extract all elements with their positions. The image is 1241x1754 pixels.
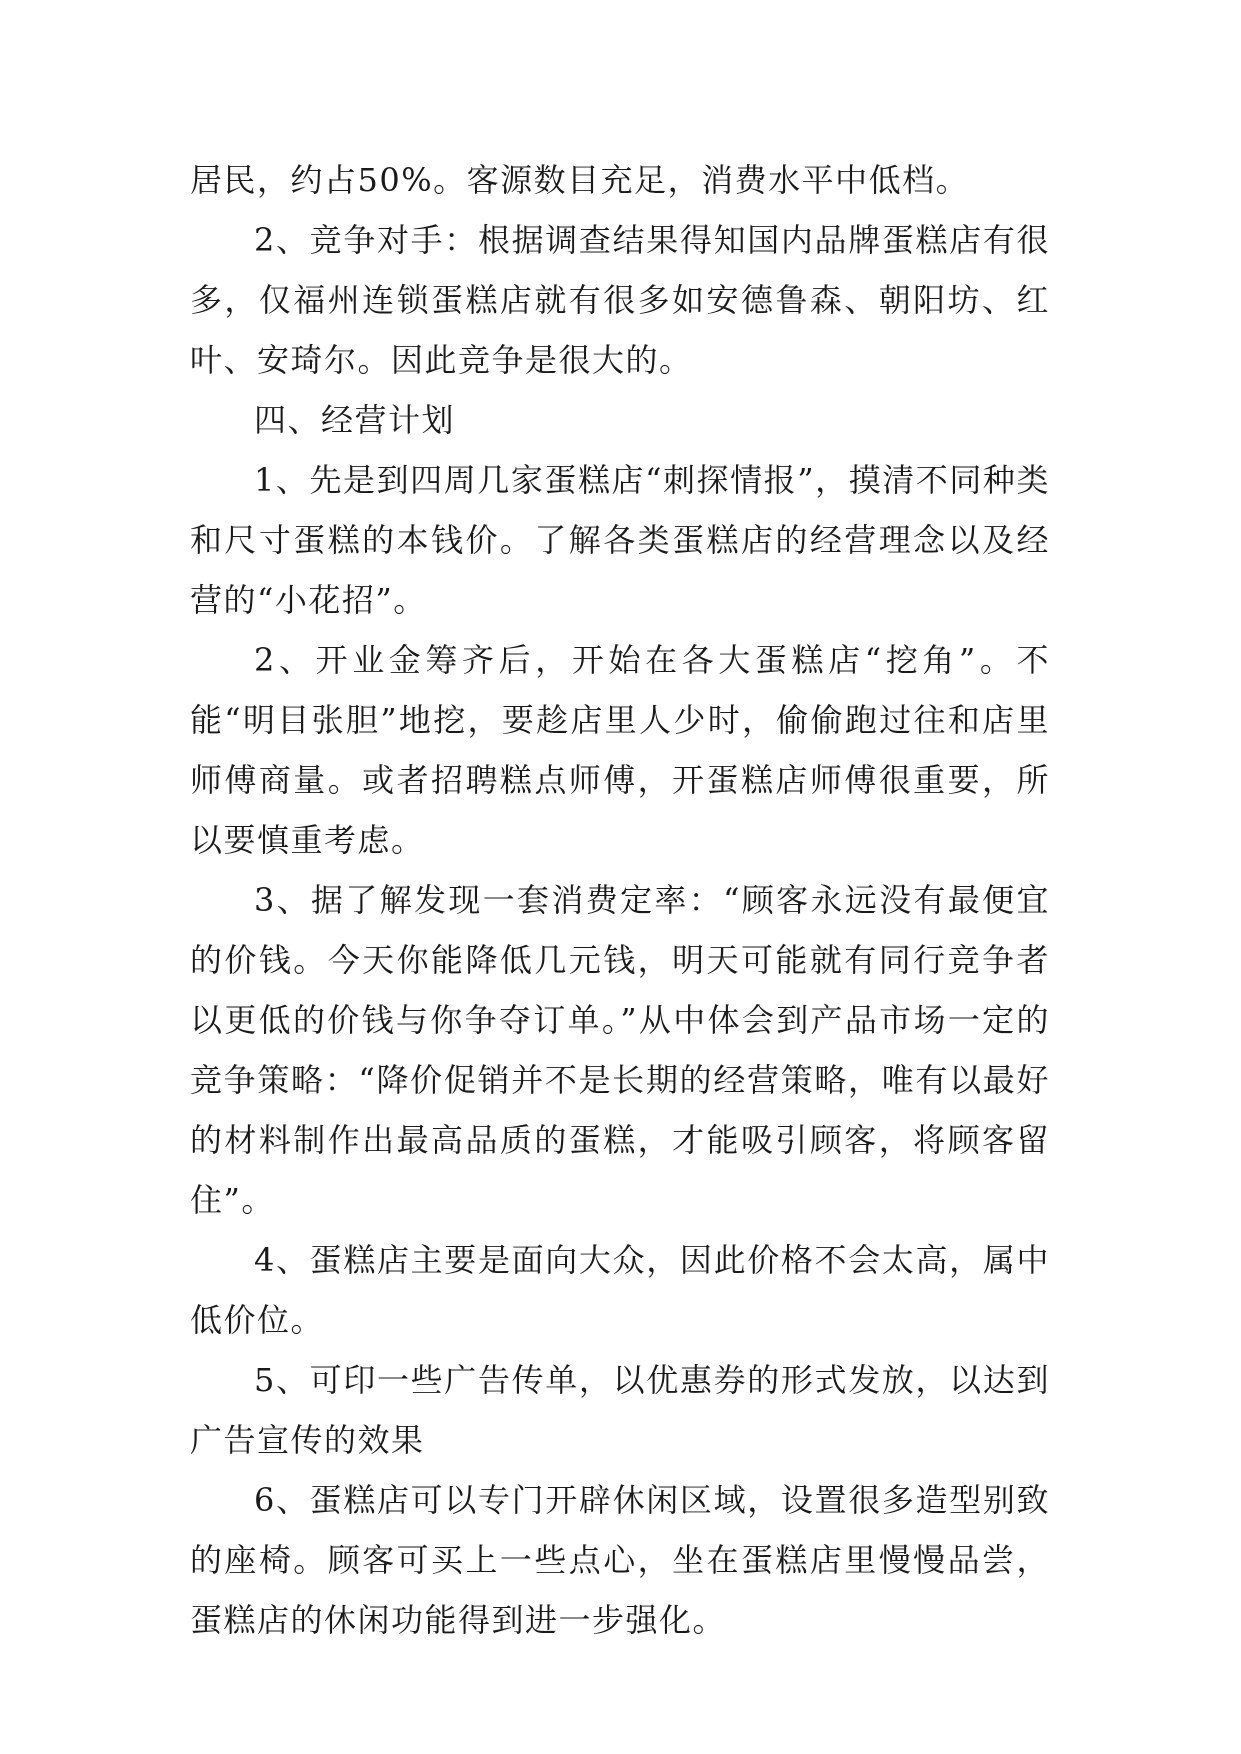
- section-heading-business-plan: 四、经营计划: [254, 401, 456, 439]
- paragraph-customer-base: 居民，约占50%。客源数目充足，消费水平中低档。: [190, 161, 970, 199]
- paragraph-plan-2: 2、开业金筹齐后，开始在各大蛋糕店“挖角”。不能“明目张胆”地挖，要趁店里人少时，偷偷跑过往和店里师傅商量。或者招聘糕点师傅，开蛋糕店师傅很重要，所以要慎重考虑。: [190, 641, 1050, 859]
- paragraph-plan-5: 5、可印一些广告传单，以优惠券的形式发放，以达到广告宣传的效果: [190, 1361, 1050, 1459]
- paragraph-plan-1: 1、先是到四周几家蛋糕店“刺探情报”，摸清不同种类和尺寸蛋糕的本钱价。了解各类蛋糕店的经营理念以及经营的“小花招”。: [190, 461, 1050, 619]
- paragraph-plan-4: 4、蛋糕店主要是面向大众，因此价格不会太高，属中低价位。: [190, 1241, 1050, 1339]
- paragraph-plan-3: 3、据了解发现一套消费定率：“顾客永远没有最便宜的价钱。今天你能降低几元钱，明天可能就有同行竞争者以更低的价钱与你争夺订单。”从中体会到产品市场一定的竞争策略：“降价促销并不是长期的经营策略，唯有以最好的材料制作出最高品质的蛋糕，才能吸引顾客，将顾客留住”。: [190, 881, 1050, 1219]
- paragraph-competitors: 2、竞争对手：根据调查结果得知国内品牌蛋糕店有很多，仅福州连锁蛋糕店就有很多如安德鲁森、朝阳坊、红叶、安琦尔。因此竞争是很大的。: [190, 221, 1050, 379]
- body-text: [190, 150, 1050, 1650]
- paragraph-plan-6: 6、蛋糕店可以专门开辟休闲区域，设置很多造型别致的座椅。顾客可买上一些点心，坐在蛋糕店里慢慢品尝，蛋糕店的休闲功能得到进一步强化。: [190, 1481, 1050, 1639]
